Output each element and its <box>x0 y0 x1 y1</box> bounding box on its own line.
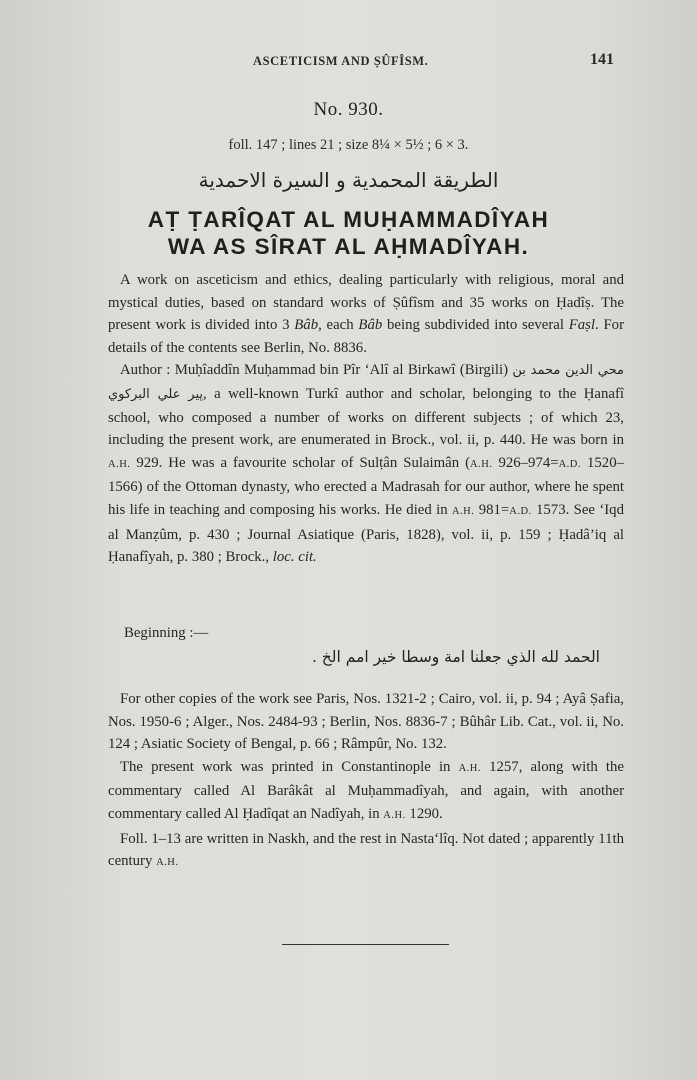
description-block <box>108 269 624 569</box>
author-arabic-name: محي الدين محمد بن پير علي البركوي <box>108 363 624 402</box>
work-title-line-1: AṬ ṬARÎQAT AL MUḤAMMADÎYAH <box>147 207 550 232</box>
work-title-line-2: WA AS SÎRAT AL AḤMADÎYAH. <box>167 234 530 259</box>
copies-paragraph: For other copies of the work see Paris, Nos. 1321-2 ; Cairo, vol. ii, p. 94 ; Ayâ Ṣafia, Nos. 1950-6 ; Alger., Nos. 2484-93 ; Berlin, Nos. 8836-7 ; Bûhâr Lib. Cat., vol. ii, No. 124 ; Asiatic Society of Bengal, p. 66 ; Râmpûr, No. 132. <box>108 691 624 753</box>
author-paragraph: Author : Muḥîaddîn Muḥammad bin Pîr ‘Alî al Birkawî (Birgili) محي الدين محمد بن پير علي البركوي, a well-known Turkî author and scholar, belonging to the Ḥanafî school, who composed a number of works on different subjects ; of which 23, including the present work, are enumerated in Brock., vol. ii, p. 440. He was born in A.H. 929. He was a favourite scholar of Sulṭân Sulaimân (A.H. 926–974=A.D. 1520–1566) of the Ottoman dynasty, who erected a Madrasah for our author, where he spent his life in teaching and composing his works. He died in A.H. 981=A.D. 1573. See ‘Iqd al Manẓûm, p. 430 ; Journal Asiatique (Paris, 1828), vol. ii, p. 159 ; Ḥadâ’iq al Ḥanafîyah, p. 380 ; Brock., loc. cit. <box>108 362 624 566</box>
arabic-title: الطريقة المحمدية و السيرة الاحمدية <box>198 168 499 192</box>
running-head: ASCETICISM AND ṢÛFÎSM. <box>253 54 429 68</box>
script-paragraph: Foll. 1–13 are written in Naskh, and the rest in Nasta‘lîq. Not dated ; apparently 11th century A.H. <box>108 830 624 870</box>
beginning-label: Beginning :— <box>124 625 209 641</box>
section-divider <box>282 944 449 945</box>
notes-block <box>108 688 624 875</box>
manuscript-meta: foll. 147 ; lines 21 ; size 8¼ × 5½ ; 6 × 3. <box>228 137 469 153</box>
beginning-arabic-text: الحمد لله الذي جعلنا امة وسطا خير امم الخ . <box>311 648 600 666</box>
work-title <box>0 206 697 260</box>
entry-number: No. 930. <box>313 99 384 120</box>
page-number: 141 <box>590 51 614 68</box>
description-paragraph: A work on asceticism and ethics, dealing particularly with religious, moral and mystical duties, based on standard works of Ṣûfîsm and 35 works on Ḥadîṣ. The present work is divided into 3 Bâb, each Bâb being subdivided into several Faṣl. For details of the contents see Berlin, No. 8836. <box>108 272 624 356</box>
printing-paragraph: The present work was printed in Constantinople in A.H. 1257, along with the commentary called Al Barâkât al Muḥammadîyah, and again, with another commentary called Al Ḥadîqat an Nadîyah, in A.H. 1290. <box>108 758 624 822</box>
